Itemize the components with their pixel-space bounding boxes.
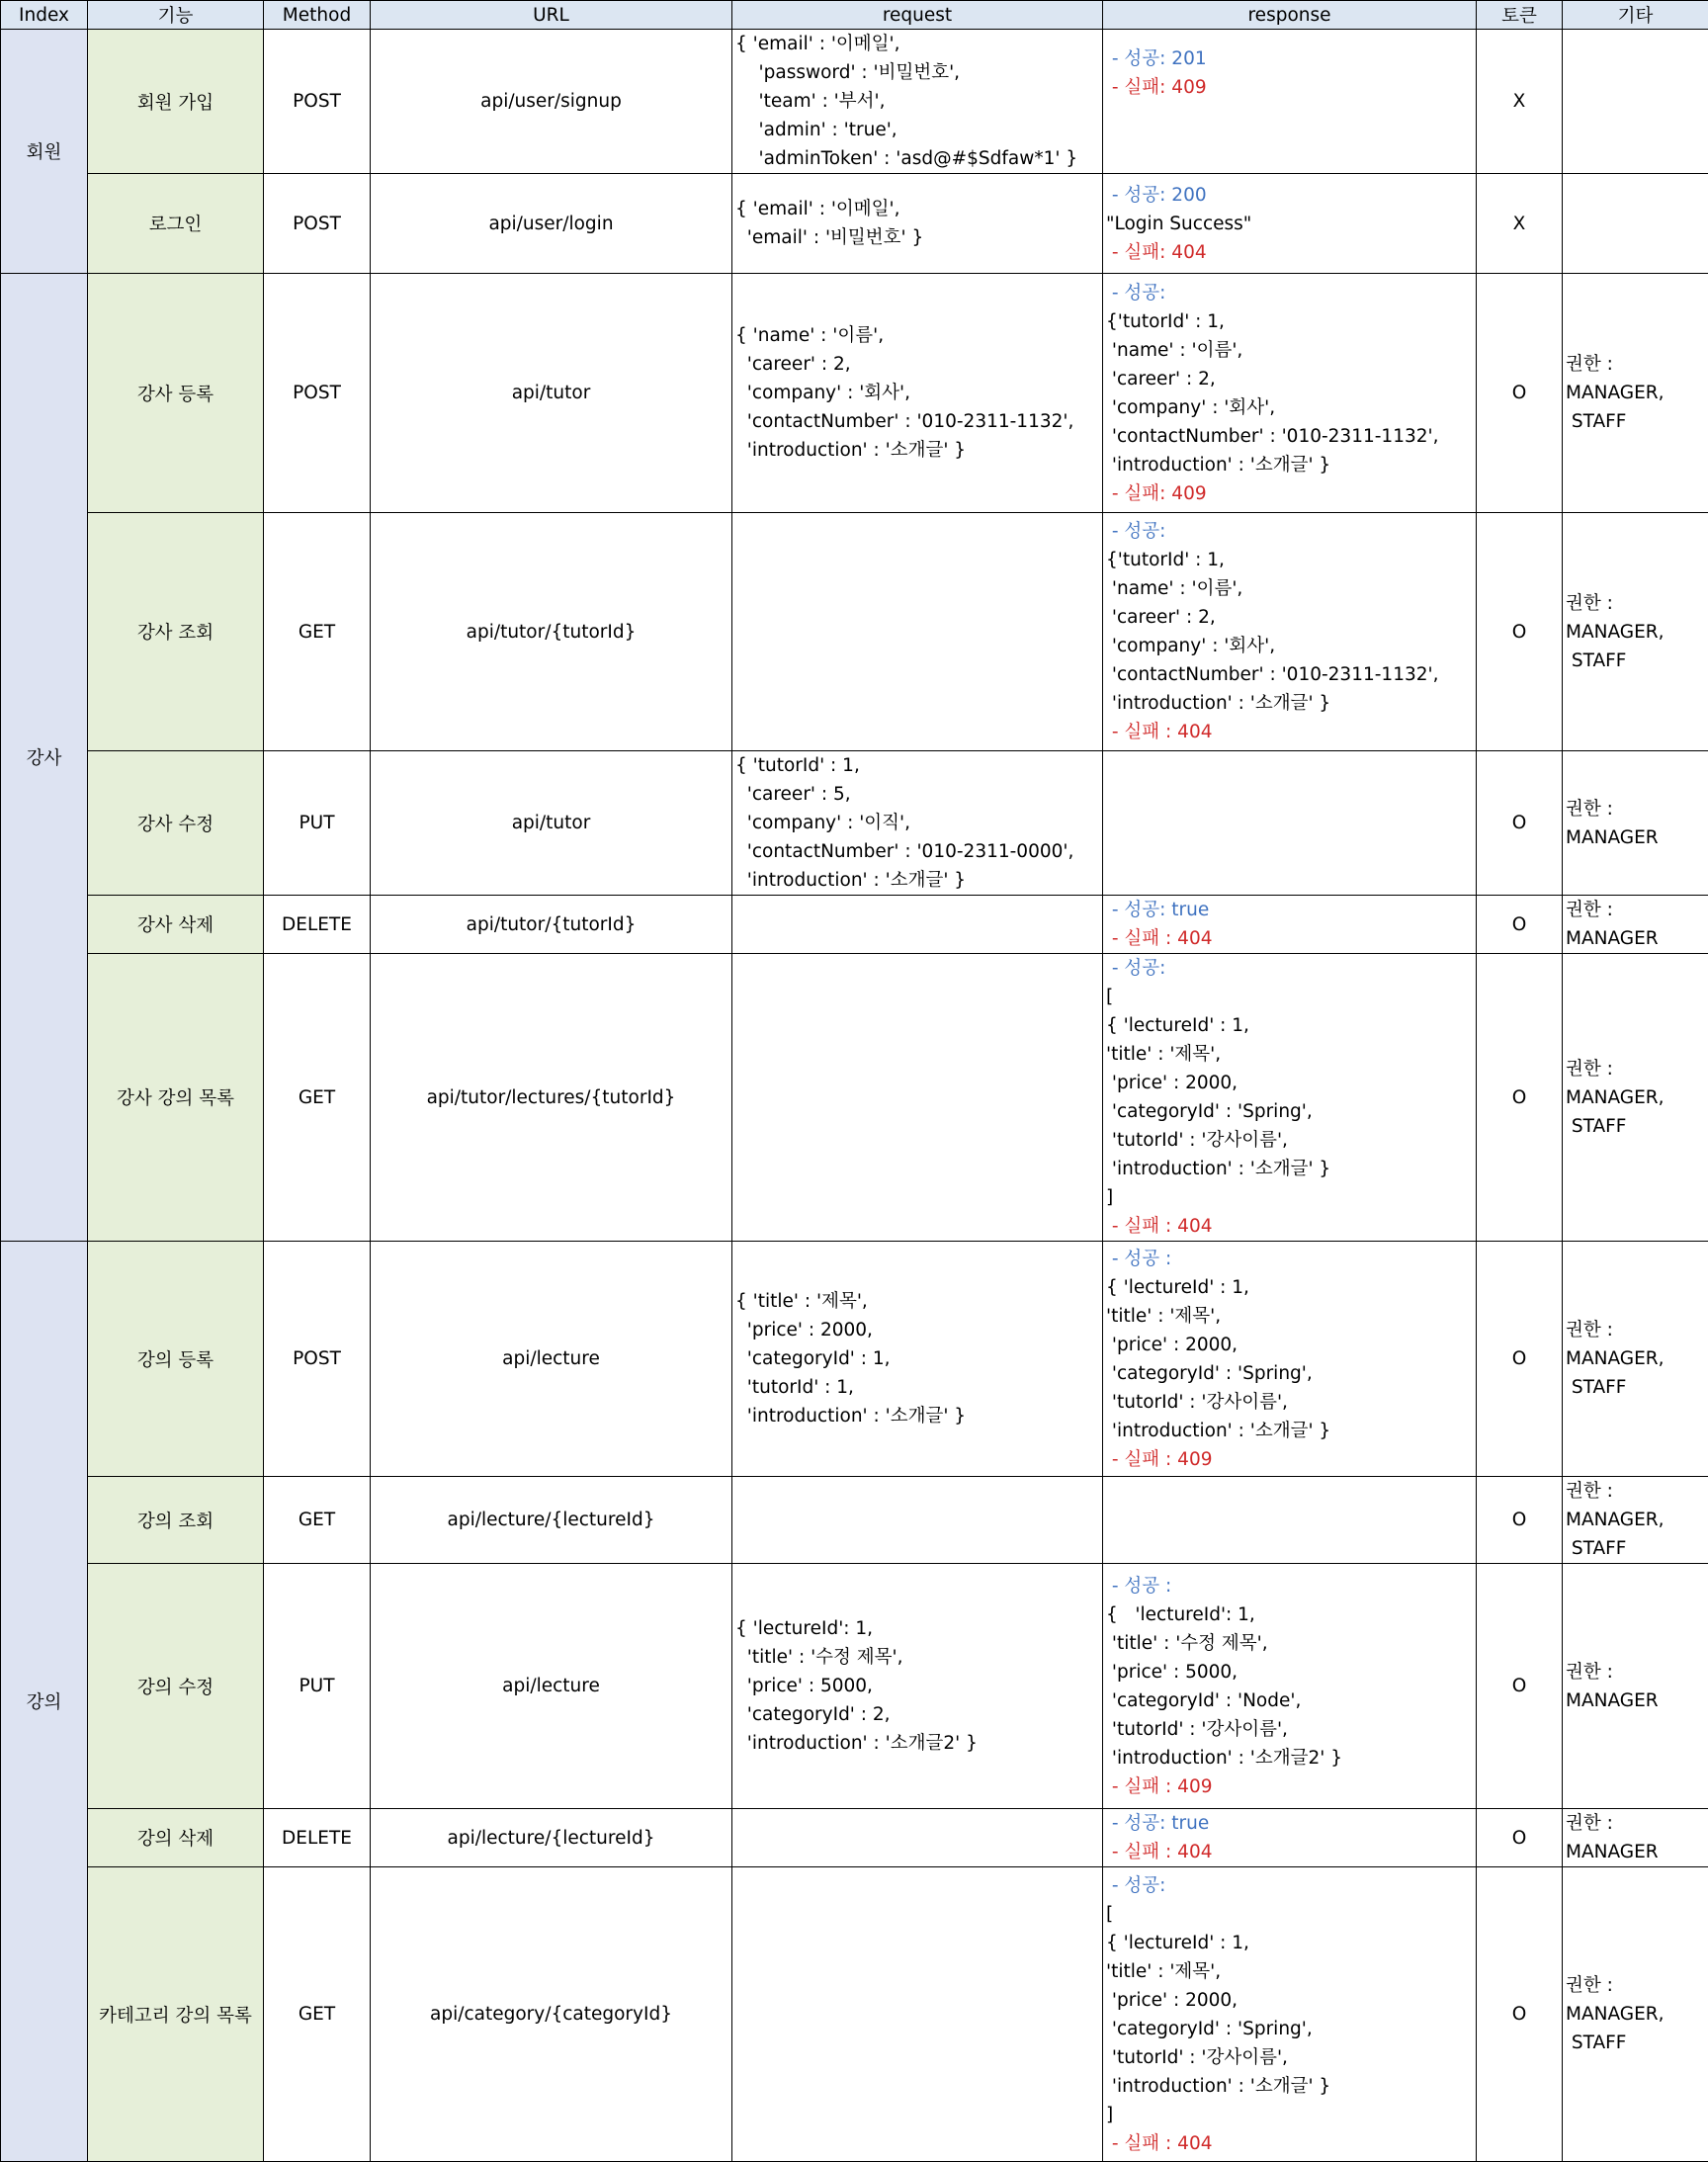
func-cell: 강의 조회 xyxy=(88,1477,264,1564)
table-row xyxy=(1,896,1708,954)
table-row xyxy=(1,1477,1708,1564)
etc-cell: 권한 : MANAGER xyxy=(1563,1564,1708,1809)
response-cell xyxy=(1103,1477,1477,1564)
response-success: - 성공: xyxy=(1106,1871,1476,1900)
response-body: { 'lectureId': 1, 'title' : '수정 제목', 'price' : 5000, 'categoryId' : 'Node', 'tutorId' : '강사이름', 'introduction' : '소개글2' } xyxy=(1106,1600,1476,1773)
etc-cell xyxy=(1563,174,1708,274)
request-cell: { 'title' : '제목', 'price' : 2000, 'categoryId' : 1, 'tutorId' : 1, 'introduction' : '소개글' } xyxy=(732,1242,1103,1477)
header-url: URL xyxy=(371,1,732,30)
response-success: - 성공: 200 xyxy=(1106,181,1476,210)
response-cell xyxy=(1103,274,1477,513)
header-row xyxy=(1,1,1708,30)
table-row xyxy=(1,1564,1708,1809)
header-response: response xyxy=(1103,1,1477,30)
response-fail: - 실패 : 404 xyxy=(1106,1212,1476,1241)
response-cell xyxy=(1103,954,1477,1242)
response-body: "Login Success" xyxy=(1106,210,1476,238)
etc-cell: 권한 : MANAGER, STAFF xyxy=(1563,1477,1708,1564)
token-cell: O xyxy=(1477,274,1563,513)
url-cell: api/lecture xyxy=(371,1564,732,1809)
request-cell: { 'email' : '이메일', 'email' : '비밀번호' } xyxy=(732,174,1103,274)
func-cell: 강사 강의 목록 xyxy=(88,954,264,1242)
response-cell xyxy=(1103,1564,1477,1809)
header-request: request xyxy=(732,1,1103,30)
response-success: - 성공 : xyxy=(1106,1572,1476,1600)
table-row xyxy=(1,1809,1708,1867)
func-cell: 강사 수정 xyxy=(88,751,264,896)
request-cell: { 'tutorId' : 1, 'career' : 5, 'company' : '이직', 'contactNumber' : '010-2311-0000', 'introduction' : '소개글' } xyxy=(732,751,1103,896)
token-cell: O xyxy=(1477,896,1563,954)
etc-cell: 권한 : MANAGER xyxy=(1563,751,1708,896)
table-row xyxy=(1,1242,1708,1477)
token-cell: X xyxy=(1477,30,1563,174)
table-row xyxy=(1,954,1708,1242)
response-body: {'tutorId' : 1, 'name' : '이름', 'career' : 2, 'company' : '회사', 'contactNumber' : '010-2311-1132', 'introduction' : '소개글' } xyxy=(1106,307,1476,479)
method-cell: POST xyxy=(264,174,371,274)
method-cell: GET xyxy=(264,1867,371,2162)
response-body: { 'lectureId' : 1, 'title' : '제목', 'price' : 2000, 'categoryId' : 'Spring', 'tutorId' : '강사이름', 'introduction' : '소개글' } xyxy=(1106,1273,1476,1445)
response-fail: - 실패 : 409 xyxy=(1106,1445,1476,1474)
group-tutor: 강사 xyxy=(1,274,88,1242)
response-success: - 성공: xyxy=(1106,517,1476,546)
response-body: [ { 'lectureId' : 1, 'title' : '제목', 'price' : 2000, 'categoryId' : 'Spring', 'tutorId' : '강사이름', 'introduction' : '소개글' } ] xyxy=(1106,1900,1476,2129)
token-cell: O xyxy=(1477,954,1563,1242)
token-cell: X xyxy=(1477,174,1563,274)
url-cell: api/tutor xyxy=(371,274,732,513)
table-row xyxy=(1,1867,1708,2162)
method-cell: POST xyxy=(264,274,371,513)
url-cell: api/tutor/{tutorId} xyxy=(371,896,732,954)
response-cell xyxy=(1103,174,1477,274)
url-cell: api/tutor xyxy=(371,751,732,896)
header-index: Index xyxy=(1,1,88,30)
url-cell: api/lecture/{lectureId} xyxy=(371,1477,732,1564)
request-cell xyxy=(732,1477,1103,1564)
func-cell: 강의 수정 xyxy=(88,1564,264,1809)
response-fail: - 실패 : 409 xyxy=(1106,1773,1476,1801)
table-row xyxy=(1,274,1708,513)
func-cell: 카테고리 강의 목록 xyxy=(88,1867,264,2162)
url-cell: api/lecture xyxy=(371,1242,732,1477)
response-fail: - 실패 : 404 xyxy=(1106,924,1476,953)
token-cell: O xyxy=(1477,751,1563,896)
func-cell: 강사 등록 xyxy=(88,274,264,513)
response-fail: - 실패: 404 xyxy=(1106,238,1476,267)
response-cell xyxy=(1103,896,1477,954)
etc-cell: 권한 : MANAGER, STAFF xyxy=(1563,1867,1708,2162)
response-fail: - 실패 : 404 xyxy=(1106,2129,1476,2158)
url-cell: api/tutor/{tutorId} xyxy=(371,513,732,751)
etc-cell: 권한 : MANAGER, STAFF xyxy=(1563,1242,1708,1477)
request-cell: { 'name' : '이름', 'career' : 2, 'company' : '회사', 'contactNumber' : '010-2311-1132', 'introduction' : '소개글' } xyxy=(732,274,1103,513)
etc-cell: 권한 : MANAGER xyxy=(1563,896,1708,954)
request-cell: { 'email' : '이메일', 'password' : '비밀번호', 'team' : '부서', 'admin' : 'true', 'adminToken' : 'asd@#$Sdfaw*1' } xyxy=(732,30,1103,174)
etc-cell: 권한 : MANAGER xyxy=(1563,1809,1708,1867)
header-method: Method xyxy=(264,1,371,30)
method-cell: POST xyxy=(264,30,371,174)
response-fail: - 실패: 409 xyxy=(1106,73,1476,102)
response-cell xyxy=(1103,751,1477,896)
request-cell xyxy=(732,954,1103,1242)
method-cell: PUT xyxy=(264,751,371,896)
response-success: - 성공: true xyxy=(1106,896,1476,924)
url-cell: api/lecture/{lectureId} xyxy=(371,1809,732,1867)
response-cell xyxy=(1103,1867,1477,2162)
response-success: - 성공: true xyxy=(1106,1809,1476,1838)
request-cell xyxy=(732,896,1103,954)
response-cell xyxy=(1103,1809,1477,1867)
request-cell xyxy=(732,513,1103,751)
method-cell: GET xyxy=(264,513,371,751)
response-fail: - 실패 : 404 xyxy=(1106,1838,1476,1866)
response-success: - 성공: xyxy=(1106,954,1476,983)
table-row xyxy=(1,174,1708,274)
token-cell: O xyxy=(1477,1867,1563,2162)
response-cell xyxy=(1103,30,1477,174)
url-cell: api/category/{categoryId} xyxy=(371,1867,732,2162)
url-cell: api/user/signup xyxy=(371,30,732,174)
response-cell xyxy=(1103,1242,1477,1477)
token-cell: O xyxy=(1477,1809,1563,1867)
header-token: 토큰 xyxy=(1477,1,1563,30)
token-cell: O xyxy=(1477,513,1563,751)
token-cell: O xyxy=(1477,1242,1563,1477)
func-cell: 강의 삭제 xyxy=(88,1809,264,1867)
response-fail: - 실패 : 404 xyxy=(1106,718,1476,746)
url-cell: api/user/login xyxy=(371,174,732,274)
method-cell: GET xyxy=(264,1477,371,1564)
func-cell: 강의 등록 xyxy=(88,1242,264,1477)
response-body: [ { 'lectureId' : 1, 'title' : '제목', 'price' : 2000, 'categoryId' : 'Spring', 'tutorId' : '강사이름', 'introduction' : '소개글' } ] xyxy=(1106,983,1476,1212)
header-function: 기능 xyxy=(88,1,264,30)
response-cell xyxy=(1103,513,1477,751)
table-row xyxy=(1,751,1708,896)
etc-cell: 권한 : MANAGER, STAFF xyxy=(1563,513,1708,751)
group-lecture: 강의 xyxy=(1,1242,88,2162)
request-cell: { 'lectureId': 1, 'title' : '수정 제목', 'price' : 5000, 'categoryId' : 2, 'introduction' : '소개글2' } xyxy=(732,1564,1103,1809)
token-cell: O xyxy=(1477,1564,1563,1809)
token-cell: O xyxy=(1477,1477,1563,1564)
etc-cell: 권한 : MANAGER, STAFF xyxy=(1563,954,1708,1242)
func-cell: 강사 조회 xyxy=(88,513,264,751)
func-cell: 로그인 xyxy=(88,174,264,274)
method-cell: GET xyxy=(264,954,371,1242)
header-etc: 기타 xyxy=(1563,1,1708,30)
method-cell: DELETE xyxy=(264,896,371,954)
etc-cell xyxy=(1563,30,1708,174)
method-cell: PUT xyxy=(264,1564,371,1809)
table-row xyxy=(1,30,1708,174)
response-fail: - 실패: 409 xyxy=(1106,479,1476,508)
method-cell: DELETE xyxy=(264,1809,371,1867)
response-success: - 성공: xyxy=(1106,279,1476,307)
func-cell: 강사 삭제 xyxy=(88,896,264,954)
url-cell: api/tutor/lectures/{tutorId} xyxy=(371,954,732,1242)
request-cell xyxy=(732,1867,1103,2162)
etc-cell: 권한 : MANAGER, STAFF xyxy=(1563,274,1708,513)
method-cell: POST xyxy=(264,1242,371,1477)
func-cell: 회원 가입 xyxy=(88,30,264,174)
response-success: - 성공: 201 xyxy=(1106,44,1476,73)
request-cell xyxy=(732,1809,1103,1867)
table-row xyxy=(1,513,1708,751)
group-member: 회원 xyxy=(1,30,88,274)
response-body: {'tutorId' : 1, 'name' : '이름', 'career' : 2, 'company' : '회사', 'contactNumber' : '010-2311-1132', 'introduction' : '소개글' } xyxy=(1106,546,1476,718)
response-success: - 성공 : xyxy=(1106,1245,1476,1273)
